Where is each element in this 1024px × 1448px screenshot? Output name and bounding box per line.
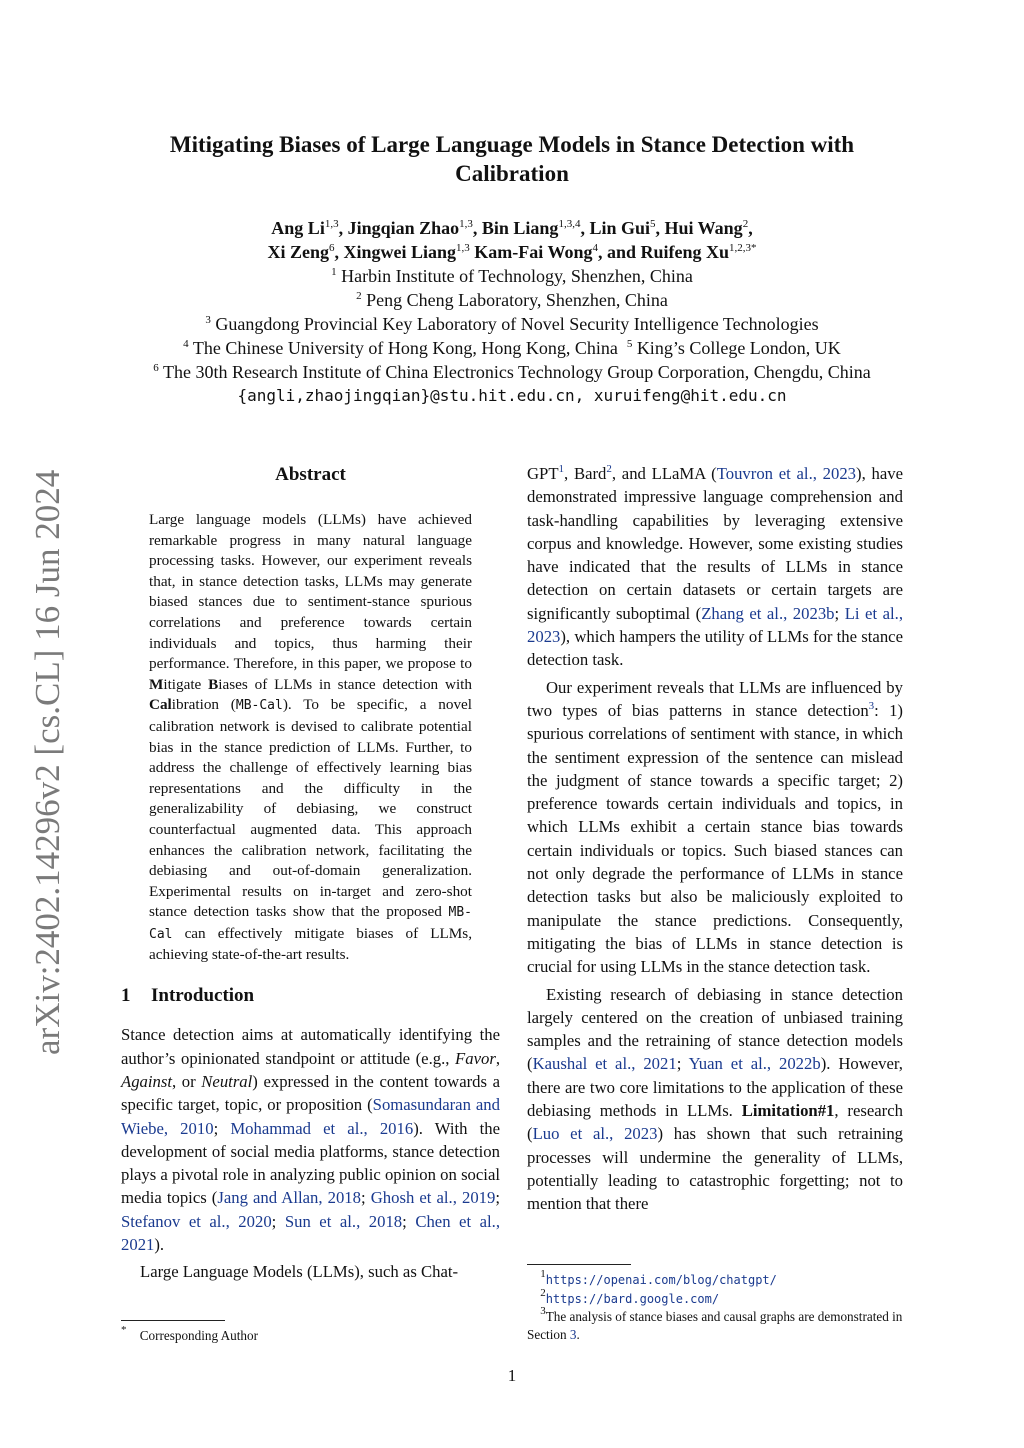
footnote-right xyxy=(527,1252,903,1343)
author-name: , and Ruifeng Xu xyxy=(597,242,730,262)
abstract-text: itigate xyxy=(163,675,209,693)
body-text: Our experiment reveals that LLMs are influenced by two types of bias patterns in stance detection xyxy=(527,677,903,720)
body-text: ; xyxy=(402,1211,416,1231)
page-number: 1 xyxy=(507,1366,517,1385)
citation-link[interactable]: Jang and Allan, 2018 xyxy=(217,1188,361,1208)
footnote-mark: 2 xyxy=(540,1286,546,1299)
footnote-ref[interactable]: 3 xyxy=(868,699,875,712)
section-number: 1 xyxy=(121,985,131,1007)
author-block xyxy=(90,216,934,408)
abstract-text: can effectively mitigate biases of LLMs, achieving state-of-the-art results. xyxy=(149,924,472,964)
citation-link[interactable]: Sun et al., 2018 xyxy=(284,1211,403,1231)
author-line-2 xyxy=(90,240,934,264)
abstract-bold: M xyxy=(149,675,164,693)
citation-link[interactable]: Zhang et al., 2023b xyxy=(701,603,835,623)
body-text: ; xyxy=(834,603,845,623)
author-line-1 xyxy=(90,216,934,240)
body-text: ; xyxy=(213,1118,231,1138)
author-name: Xi Zeng xyxy=(267,242,329,262)
body-text: Stance detection aims at automatically identifying the author’s opinionated standpoint or attitude (e.g., xyxy=(121,1025,500,1068)
section-ref-link[interactable]: 3 xyxy=(569,1326,577,1342)
label-term: Favor xyxy=(455,1048,496,1068)
citation-link[interactable]: Luo et al., 2023 xyxy=(532,1124,658,1144)
citation-link[interactable]: Yuan et al., 2022b xyxy=(688,1054,821,1074)
author-affil-mark: 2 xyxy=(742,218,749,230)
left-column xyxy=(121,462,500,1284)
author-name: , Lin Gui xyxy=(580,218,650,238)
footnote-mark: 3 xyxy=(540,1305,546,1317)
citation-link[interactable]: Li et al., 2023 xyxy=(527,603,903,647)
citation-link[interactable]: Somasundaran and Wiebe, 2010 xyxy=(121,1095,500,1138)
arxiv-identifier: arXiv:2402.14296v2 [cs.CL] 16 Jun 2024 xyxy=(28,469,67,1055)
affiliation xyxy=(90,264,934,288)
affil-mark: 3 xyxy=(205,314,211,326)
author-affil-mark: 5 xyxy=(649,218,656,230)
body-text: ). xyxy=(154,1235,165,1255)
affil-text: Guangdong Provincial Key Laboratory of Novel Security Intelligence Technologies xyxy=(215,314,819,334)
body-text: ) has shown that such retraining processes will undermine the generality of LLMs, potentially leading to catastrophic forgetting; not to mention that there xyxy=(527,1124,904,1214)
author-name: , Hui Wang xyxy=(655,218,743,238)
author-affil-mark: 1,3 xyxy=(324,218,339,230)
footnote-rule xyxy=(527,1264,631,1265)
citation-link[interactable]: Kaushal et al., 2021 xyxy=(532,1054,677,1074)
abstract-bold: Cal xyxy=(149,696,172,714)
method-name: MB-Cal xyxy=(235,698,283,714)
section-heading-introduction xyxy=(121,984,500,1007)
limitation-label: Limitation#1 xyxy=(741,1101,835,1121)
body-text: GPT xyxy=(527,464,559,483)
footnote-left xyxy=(121,1308,500,1345)
body-text: , and LLaMA ( xyxy=(611,464,717,483)
footnote-ref[interactable]: 2 xyxy=(606,463,612,475)
intro-paragraph xyxy=(527,676,903,979)
footnote-rule xyxy=(121,1320,225,1321)
body-text: ; xyxy=(361,1188,371,1208)
citation-link[interactable]: Stefanov et al., 2020 xyxy=(121,1211,272,1231)
author-affil-mark: 1,3,4 xyxy=(558,218,581,230)
author-name: , Xingwei Liang xyxy=(334,242,457,262)
author-affil-mark: 4 xyxy=(592,242,598,254)
affil-mark: 1 xyxy=(331,266,337,278)
affil-text: The Chinese University of Hong Kong, Hong Kong, China xyxy=(192,338,618,358)
paper-title: Mitigating Biases of Large Language Models in Stance Detection with Calibration xyxy=(169,132,855,186)
affiliation xyxy=(90,360,934,384)
intro-paragraph: Large Language Models (LLMs), such as Chat- xyxy=(140,1262,459,1282)
body-text: : 1) spurious correlations of sentiment with stance, in which the sentiment expression of the sentence can mislead the judgment of stance towards a specific target; 2) preference towards certain individuals and topics, in which LLMs exhibit a certain stance bias towards certain individuals or topics. Such biased stances can not only degrade the performance of LLMs in stance detection tasks but also be maliciously exploited to manipulate the stance predictions. Consequently, mitigating the bias of LLMs in stance detection is crucial for using LLMs in the stance detection task. xyxy=(527,700,903,977)
affil-mark: 5 xyxy=(626,338,633,350)
author-name: Kam-Fai Wong xyxy=(469,242,593,262)
author-affil-mark: 1,3 xyxy=(456,242,470,254)
footnote-item xyxy=(527,1268,903,1290)
body-text: ; xyxy=(676,1054,689,1074)
intro-paragraph xyxy=(121,1023,500,1256)
affiliation xyxy=(90,312,934,336)
citation-link[interactable]: Touvron et al., 2023 xyxy=(716,464,857,483)
affiliation xyxy=(90,336,934,360)
author-emails: {angli,zhaojingqian}@stu.hit.edu.cn, xuruifeng@hit.edu.cn xyxy=(237,386,787,405)
citation-link[interactable]: Ghosh et al., 2019 xyxy=(370,1188,496,1208)
body-text: ), have demonstrated impressive language comprehension and task-handling capabilities by leveraging extensive corpus and knowledge. However, some existing studies have indicated that the results of LLMs in stance detection on certain datasets or certain targets are significantly suboptimal ( xyxy=(527,464,903,623)
citation-link[interactable]: Mohammad et al., 2016 xyxy=(230,1118,414,1138)
author-affil-mark: 1,2,3* xyxy=(729,242,757,254)
footnote-item xyxy=(527,1286,903,1309)
body-text: ; xyxy=(271,1211,285,1231)
abstract-text: Large language models (LLMs) have achieved remarkable progress in many natural language processing tasks. However, our experiment reveals that, in stance detection tasks, LLMs may generate biased stances due to sentiment-stance spurious correlations and preference towards certain individuals and topics, thus harming their performance. Therefore, in this paper, we propose to xyxy=(149,511,472,673)
body-text: ; xyxy=(495,1188,500,1208)
affiliation xyxy=(90,288,934,312)
footnote-url-link[interactable]: https://openai.com/blog/chatgpt/ xyxy=(545,1273,777,1287)
intro-paragraph xyxy=(527,983,903,1216)
footnote-item xyxy=(121,1324,500,1345)
citation-link[interactable]: Chen et al., 2021 xyxy=(121,1211,500,1255)
body-text: Existing research of debiasing in stance detection largely centered on the creation of unbiased training samples and the retraining of stance detection models ( xyxy=(527,984,903,1074)
body-text: ). With the development of social media platforms, stance detection plays a pivotal role in analyzing public opinion on social media topics ( xyxy=(121,1118,500,1208)
body-text: ). However, there are two core limitations to the application of these debiasing methods in LLMs. xyxy=(527,1054,903,1121)
body-text: ) expressed in the content towards a specific target, topic, or proposition ( xyxy=(121,1071,501,1115)
section-title: Introduction xyxy=(151,985,255,1007)
author-affil-mark: 1,3 xyxy=(459,218,473,230)
footnote-item xyxy=(527,1305,903,1343)
abstract-body xyxy=(149,510,472,966)
affil-mark: 6 xyxy=(153,362,159,374)
abstract-text: iases of LLMs in stance detection with xyxy=(218,675,472,693)
footnote-url-link[interactable]: https://bard.google.com/ xyxy=(545,1291,720,1306)
footnote-ref[interactable]: 1 xyxy=(558,463,565,475)
body-text: , or xyxy=(172,1071,202,1091)
label-term: Neutral xyxy=(201,1071,253,1091)
affil-mark: 4 xyxy=(183,338,189,350)
footnote-text: The analysis of stance biases and causal graphs are demonstrated in Section xyxy=(527,1309,903,1342)
affil-mark: 2 xyxy=(356,290,362,302)
method-name: MB-Cal xyxy=(149,905,472,942)
footnote-mark: * xyxy=(121,1324,127,1336)
footnote-text: Corresponding Author xyxy=(139,1328,259,1343)
affil-text: Peng Cheng Laboratory, Shenzhen, China xyxy=(366,290,668,310)
right-column xyxy=(527,462,903,1216)
author-name: , Jingqian Zhao xyxy=(338,218,460,238)
abstract-bold: B xyxy=(208,675,219,693)
abstract-text: ). To be specific, a novel calibration network is devised to calibrate potential bias in the stance prediction of LLMs. Further, to address the challenge of effectively learning bias representations and the difficulty in the generalizability of debiasing, we construct counterfactual augmented data. This approach enhances the calibration network, facilitating the debiasing and out-of-domain generalization. Experimental results on in-target and zero-shot stance detection tasks show that the proposed xyxy=(149,696,473,921)
footnote-text: . xyxy=(576,1326,580,1342)
body-text: , xyxy=(495,1048,500,1068)
body-text: , research ( xyxy=(527,1101,903,1144)
abstract-heading: Abstract xyxy=(275,464,346,485)
author-affil-mark: 6 xyxy=(329,242,335,254)
affil-text: The 30th Research Institute of China Electronics Technology Group Corporation, Chengdu, China xyxy=(162,362,871,382)
author-name: , Bin Liang xyxy=(472,218,559,238)
body-text: , Bard xyxy=(564,464,607,483)
body-text: ), which hampers the utility of LLMs for the stance detection task. xyxy=(527,627,903,670)
footnote-mark: 1 xyxy=(540,1268,546,1280)
intro-paragraph xyxy=(527,462,903,672)
affil-text: Harbin Institute of Technology, Shenzhen, China xyxy=(341,266,693,286)
label-term: Against xyxy=(121,1071,172,1091)
abstract-text: ibration ( xyxy=(171,696,236,714)
affil-text: King’s College London, UK xyxy=(636,338,841,358)
author-sep: , xyxy=(748,218,753,238)
author-name: Ang Li xyxy=(271,218,325,238)
